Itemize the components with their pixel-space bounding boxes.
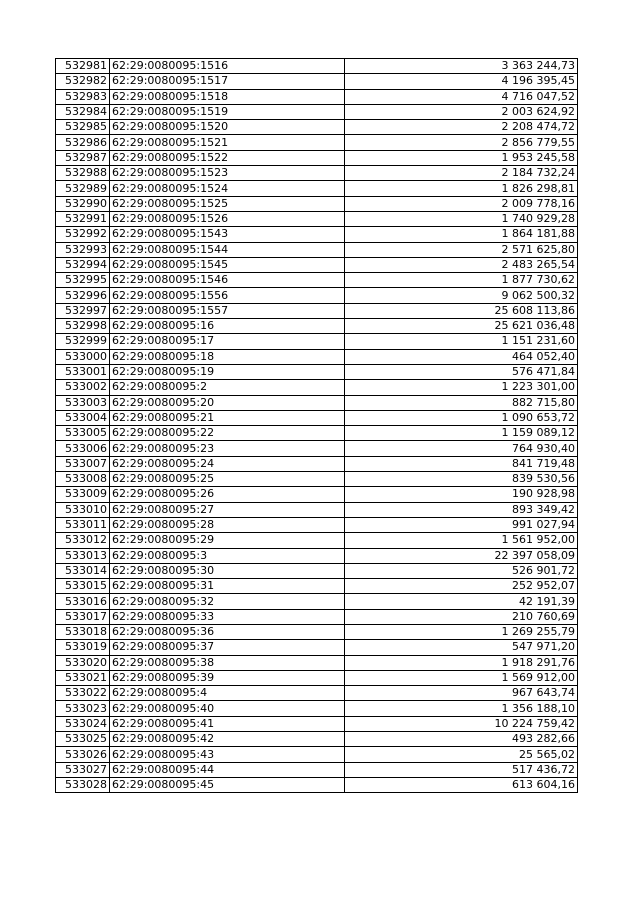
cadastral-number-cell: 62:29:0080095:1520 [110,120,345,135]
row-id-cell: 533023 [56,701,110,716]
cadastral-value-cell: 1 826 298,81 [345,181,578,196]
row-id-cell: 533013 [56,548,110,563]
row-id-cell: 533014 [56,563,110,578]
row-id-cell: 533008 [56,472,110,487]
table-row [56,686,578,701]
table-row [56,533,578,548]
cadastral-value-cell: 2 184 732,24 [345,166,578,181]
cadastral-number-cell: 62:29:0080095:24 [110,456,345,471]
table-row [56,777,578,792]
cadastral-value-cell: 2 208 474,72 [345,120,578,135]
row-id-cell: 532995 [56,273,110,288]
row-id-cell: 533010 [56,502,110,517]
row-id-cell: 533017 [56,609,110,624]
cadastral-number-cell: 62:29:0080095:1544 [110,242,345,257]
cadastral-value-cell: 1 151 231,60 [345,334,578,349]
table-row [56,716,578,731]
cadastral-number-cell: 62:29:0080095:1521 [110,135,345,150]
row-id-cell: 533028 [56,777,110,792]
table-row [56,456,578,471]
cadastral-number-cell: 62:29:0080095:41 [110,716,345,731]
table-row [56,242,578,257]
table-row [56,166,578,181]
cadastral-number-cell: 62:29:0080095:39 [110,670,345,685]
row-id-cell: 532997 [56,303,110,318]
cadastral-value-cell: 42 191,39 [345,594,578,609]
cadastral-number-cell: 62:29:0080095:23 [110,441,345,456]
cadastral-number-cell: 62:29:0080095:32 [110,594,345,609]
row-id-cell: 533005 [56,426,110,441]
row-id-cell: 533004 [56,410,110,425]
cadastral-value-cell: 882 715,80 [345,395,578,410]
cadastral-number-cell: 62:29:0080095:1525 [110,196,345,211]
table-row [56,380,578,395]
row-id-cell: 533027 [56,762,110,777]
table-row [56,655,578,670]
table-row [56,640,578,655]
table-row [56,196,578,211]
table-row [56,609,578,624]
cadastral-value-cell: 991 027,94 [345,517,578,532]
cadastral-value-cell: 1 918 291,76 [345,655,578,670]
table-row [56,211,578,226]
cadastral-number-cell: 62:29:0080095:30 [110,563,345,578]
row-id-cell: 532988 [56,166,110,181]
cadastral-value-cell: 1 269 255,79 [345,624,578,639]
table-row [56,364,578,379]
row-id-cell: 533012 [56,533,110,548]
row-id-cell: 533002 [56,380,110,395]
row-id-cell: 533025 [56,732,110,747]
row-id-cell: 532990 [56,196,110,211]
cadastral-value-cell: 1 159 089,12 [345,426,578,441]
cadastral-value-cell: 613 604,16 [345,777,578,792]
table-row [56,150,578,165]
row-id-cell: 532998 [56,319,110,334]
table-row [56,487,578,502]
table-row [56,579,578,594]
cadastral-value-cell: 190 928,98 [345,487,578,502]
cadastral-value-cell: 22 397 058,09 [345,548,578,563]
cadastral-number-cell: 62:29:0080095:42 [110,732,345,747]
cadastral-value-cell: 893 349,42 [345,502,578,517]
table-row [56,395,578,410]
cadastral-number-cell: 62:29:0080095:38 [110,655,345,670]
row-id-cell: 532982 [56,74,110,89]
table-row [56,517,578,532]
cadastral-number-cell: 62:29:0080095:3 [110,548,345,563]
row-id-cell: 533022 [56,686,110,701]
row-id-cell: 533026 [56,747,110,762]
cadastral-value-cell: 2 009 778,16 [345,196,578,211]
row-id-cell: 532981 [56,59,110,74]
cadastral-number-cell: 62:29:0080095:4 [110,686,345,701]
cadastral-number-cell: 62:29:0080095:28 [110,517,345,532]
cadastral-number-cell: 62:29:0080095:19 [110,364,345,379]
row-id-cell: 533006 [56,441,110,456]
table-row [56,135,578,150]
table-row [56,74,578,89]
row-id-cell: 532983 [56,89,110,104]
cadastral-number-cell: 62:29:0080095:26 [110,487,345,502]
cadastral-number-cell: 62:29:0080095:1522 [110,150,345,165]
row-id-cell: 533021 [56,670,110,685]
cadastral-value-cell: 1 953 245,58 [345,150,578,165]
table-row [56,548,578,563]
cadastral-value-cell: 517 436,72 [345,762,578,777]
table-row [56,319,578,334]
cadastral-value-cell: 252 952,07 [345,579,578,594]
table-row [56,257,578,272]
cadastral-number-cell: 62:29:0080095:1557 [110,303,345,318]
row-id-cell: 532986 [56,135,110,150]
cadastral-number-cell: 62:29:0080095:22 [110,426,345,441]
cadastral-value-cell: 2 571 625,80 [345,242,578,257]
row-id-cell: 532989 [56,181,110,196]
row-id-cell: 532992 [56,227,110,242]
table-row [56,59,578,74]
cadastral-number-cell: 62:29:0080095:1517 [110,74,345,89]
cadastral-number-cell: 62:29:0080095:2 [110,380,345,395]
cadastral-value-cell: 1 877 730,62 [345,273,578,288]
table-row [56,426,578,441]
cadastral-value-cell: 210 760,69 [345,609,578,624]
cadastral-number-cell: 62:29:0080095:1516 [110,59,345,74]
table-row [56,410,578,425]
cadastral-value-cell: 9 062 500,32 [345,288,578,303]
row-id-cell: 533015 [56,579,110,594]
table-row [56,670,578,685]
row-id-cell: 533003 [56,395,110,410]
cadastral-number-cell: 62:29:0080095:20 [110,395,345,410]
table-row [56,288,578,303]
cadastral-value-cell: 4 196 395,45 [345,74,578,89]
cadastral-number-cell: 62:29:0080095:1524 [110,181,345,196]
cadastral-number-cell: 62:29:0080095:1556 [110,288,345,303]
row-id-cell: 533009 [56,487,110,502]
cadastral-number-cell: 62:29:0080095:27 [110,502,345,517]
cadastral-value-cell: 841 719,48 [345,456,578,471]
table-row [56,303,578,318]
cadastral-number-cell: 62:29:0080095:40 [110,701,345,716]
table-row [56,594,578,609]
table-row [56,747,578,762]
cadastral-value-cell: 2 483 265,54 [345,257,578,272]
cadastral-number-cell: 62:29:0080095:21 [110,410,345,425]
cadastral-number-cell: 62:29:0080095:36 [110,624,345,639]
table-row [56,762,578,777]
row-id-cell: 532987 [56,150,110,165]
cadastral-value-cell: 1 561 952,00 [345,533,578,548]
table-body [56,59,578,793]
cadastral-value-cell: 1 090 653,72 [345,410,578,425]
cadastral-value-cell: 839 530,56 [345,472,578,487]
table-row [56,273,578,288]
cadastral-number-cell: 62:29:0080095:1546 [110,273,345,288]
cadastral-value-cell: 1 356 188,10 [345,701,578,716]
row-id-cell: 533007 [56,456,110,471]
row-id-cell: 533001 [56,364,110,379]
cadastral-value-table [55,58,578,793]
row-id-cell: 532985 [56,120,110,135]
cadastral-value-cell: 25 565,02 [345,747,578,762]
cadastral-number-cell: 62:29:0080095:18 [110,349,345,364]
cadastral-number-cell: 62:29:0080095:44 [110,762,345,777]
cadastral-value-cell: 967 643,74 [345,686,578,701]
cadastral-value-cell: 764 930,40 [345,441,578,456]
cadastral-value-cell: 547 971,20 [345,640,578,655]
cadastral-value-cell: 4 716 047,52 [345,89,578,104]
cadastral-value-cell: 10 224 759,42 [345,716,578,731]
cadastral-number-cell: 62:29:0080095:33 [110,609,345,624]
row-id-cell: 533020 [56,655,110,670]
row-id-cell: 532994 [56,257,110,272]
row-id-cell: 532993 [56,242,110,257]
table-row [56,502,578,517]
cadastral-number-cell: 62:29:0080095:31 [110,579,345,594]
cadastral-number-cell: 62:29:0080095:1543 [110,227,345,242]
table-row [56,349,578,364]
table-row [56,441,578,456]
cadastral-number-cell: 62:29:0080095:1519 [110,104,345,119]
cadastral-number-cell: 62:29:0080095:17 [110,334,345,349]
cadastral-value-cell: 526 901,72 [345,563,578,578]
cadastral-value-cell: 464 052,40 [345,349,578,364]
cadastral-number-cell: 62:29:0080095:45 [110,777,345,792]
cadastral-value-cell: 25 608 113,86 [345,303,578,318]
cadastral-value-cell: 2 856 779,55 [345,135,578,150]
cadastral-value-cell: 3 363 244,73 [345,59,578,74]
table-row [56,89,578,104]
cadastral-number-cell: 62:29:0080095:37 [110,640,345,655]
cadastral-number-cell: 62:29:0080095:16 [110,319,345,334]
table-row [56,563,578,578]
cadastral-number-cell: 62:29:0080095:43 [110,747,345,762]
cadastral-value-cell: 1 569 912,00 [345,670,578,685]
cadastral-value-cell: 576 471,84 [345,364,578,379]
row-id-cell: 533011 [56,517,110,532]
row-id-cell: 532984 [56,104,110,119]
cadastral-number-cell: 62:29:0080095:1545 [110,257,345,272]
table-row [56,227,578,242]
row-id-cell: 532991 [56,211,110,226]
cadastral-number-cell: 62:29:0080095:1523 [110,166,345,181]
cadastral-number-cell: 62:29:0080095:29 [110,533,345,548]
cadastral-value-cell: 1 864 181,88 [345,227,578,242]
table-row [56,334,578,349]
cadastral-value-cell: 2 003 624,92 [345,104,578,119]
row-id-cell: 533016 [56,594,110,609]
cadastral-value-cell: 1 223 301,00 [345,380,578,395]
cadastral-number-cell: 62:29:0080095:1526 [110,211,345,226]
row-id-cell: 532999 [56,334,110,349]
row-id-cell: 532996 [56,288,110,303]
table-row [56,181,578,196]
table-row [56,120,578,135]
cadastral-number-cell: 62:29:0080095:25 [110,472,345,487]
table-row [56,104,578,119]
row-id-cell: 533000 [56,349,110,364]
cadastral-value-cell: 25 621 036,48 [345,319,578,334]
table-row [56,732,578,747]
table-row [56,472,578,487]
row-id-cell: 533018 [56,624,110,639]
table-row [56,701,578,716]
cadastral-value-cell: 493 282,66 [345,732,578,747]
cadastral-number-cell: 62:29:0080095:1518 [110,89,345,104]
row-id-cell: 533024 [56,716,110,731]
table-row [56,624,578,639]
row-id-cell: 533019 [56,640,110,655]
cadastral-value-cell: 1 740 929,28 [345,211,578,226]
